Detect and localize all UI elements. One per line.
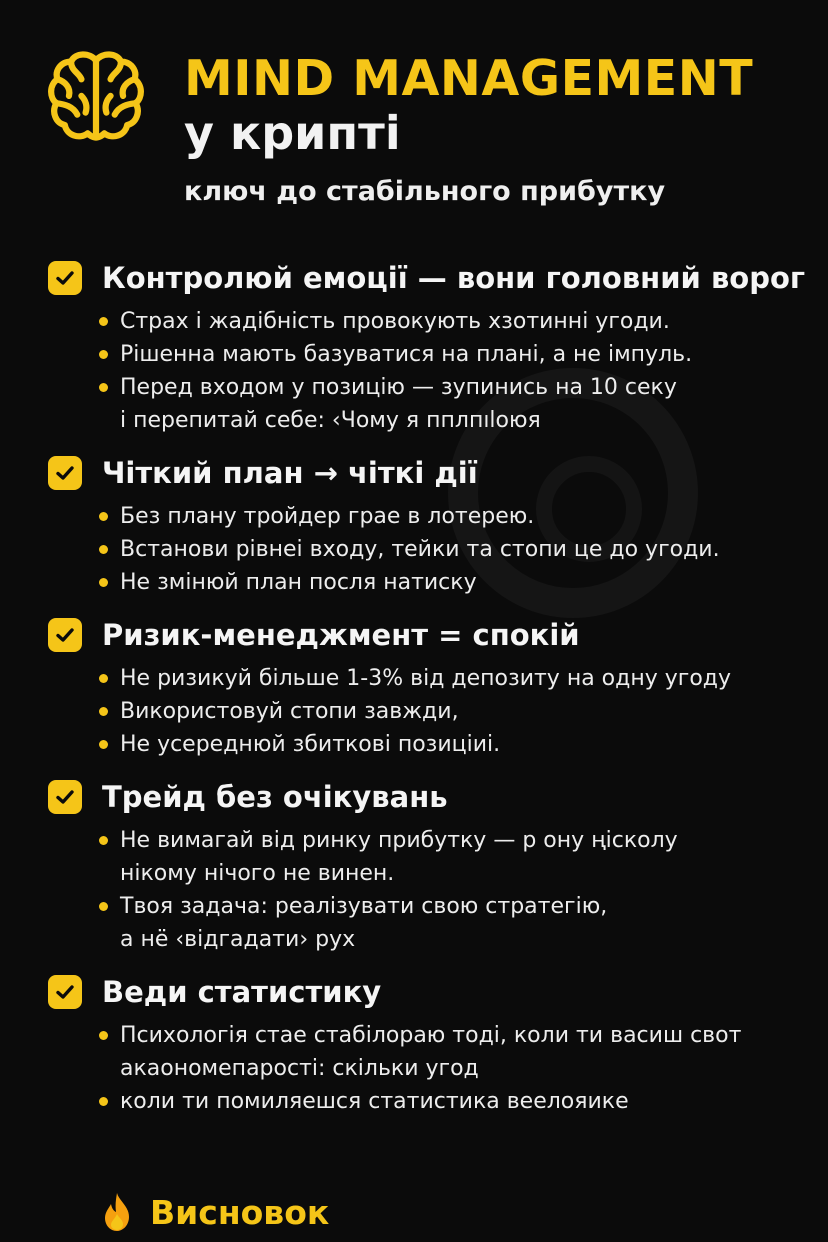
bullet-dot-icon	[99, 1097, 108, 1106]
bullet-dot-icon	[99, 578, 108, 587]
section-title: Чіткий план → чіткі дії	[102, 456, 478, 490]
checkmark-icon	[48, 618, 82, 652]
bullet-text: Психологія стае стабілораю тоді, коли ти васиш свот	[120, 1023, 742, 1048]
bullet-text: Встанови рівнеі входу, тейки та стопи це до угоди.	[120, 537, 720, 562]
page-title-line2: у крипті	[184, 106, 401, 160]
bullet-item	[96, 695, 808, 728]
bullet-list	[48, 500, 808, 599]
section-title: Ризик-менеджмент = спокій	[102, 618, 580, 652]
sections-list	[48, 255, 808, 1131]
bullet-dot-icon	[99, 836, 108, 845]
section	[48, 450, 808, 599]
bullet-item	[96, 662, 808, 695]
section	[48, 255, 808, 437]
bullet-dot-icon	[99, 902, 108, 911]
bullet-item	[96, 566, 808, 599]
checkmark-icon	[48, 456, 82, 490]
section	[48, 612, 808, 761]
bullet-text: Рішенна мають базуватися на плані, а не імпуль.	[120, 342, 693, 367]
section-heading	[48, 255, 808, 301]
bullet-dot-icon	[99, 317, 108, 326]
bullet-dot-icon	[99, 545, 108, 554]
header	[44, 44, 784, 224]
bullet-text: Використовуй стопи завжди,	[120, 699, 459, 724]
bullet-dot-icon	[99, 707, 108, 716]
section	[48, 774, 808, 956]
bullet-text: акаономепарості: скільки угод	[120, 1056, 479, 1081]
bullet-item	[96, 500, 808, 533]
bullet-text: Не ризикуй більше 1-3% від депозиту на одну угоду	[120, 666, 732, 691]
section-title: Веди статистику	[102, 975, 382, 1009]
bullet-list	[48, 662, 808, 761]
bullet-text: а нё ‹відгадати› рух	[120, 927, 356, 952]
section-title: Трейд без очікувань	[102, 780, 448, 814]
bullet-text: Не вимагай від ринку прибутку — р ону ңісколу	[120, 828, 678, 853]
bullet-text: Твоя задача: реалізувати свою стратегію,	[120, 894, 608, 919]
checkmark-icon	[48, 261, 82, 295]
checkmark-icon	[48, 975, 82, 1009]
conclusion-label: Висновок	[150, 1192, 330, 1232]
bullet-dot-icon	[99, 383, 108, 392]
page-subtitle: ключ до стабільного прибутку	[184, 176, 666, 207]
conclusion-heading	[100, 1192, 329, 1232]
section-heading	[48, 612, 808, 658]
bullet-dot-icon	[99, 350, 108, 359]
bullet-dot-icon	[99, 740, 108, 749]
section-heading	[48, 450, 808, 496]
bullet-item	[96, 824, 808, 890]
section-title: Контролюй емоції — вони головний ворог	[102, 261, 806, 295]
bullet-dot-icon	[99, 1031, 108, 1040]
bullet-text: Перед входом у позицію — зупинись на 10 секу	[120, 375, 677, 400]
page-title: MIND MANAGEMENT	[184, 50, 754, 107]
bullet-list	[48, 305, 808, 437]
bullet-list	[48, 824, 808, 956]
bullet-text: нікому нічого не винен.	[120, 861, 395, 886]
bullet-text: коли ти помиляешся статистика веелояике	[120, 1089, 629, 1114]
bullet-list	[48, 1019, 808, 1118]
checkmark-icon	[48, 780, 82, 814]
bullet-text: Страх і жадібність провокують хзотинні угоди.	[120, 309, 670, 334]
bullet-dot-icon	[99, 674, 108, 683]
flame-icon	[100, 1192, 134, 1232]
bullet-dot-icon	[99, 512, 108, 521]
bullet-item	[96, 1085, 808, 1118]
bullet-item	[96, 533, 808, 566]
bullet-item	[96, 1019, 808, 1085]
bullet-item	[96, 305, 808, 338]
bullet-item	[96, 338, 808, 371]
bullet-item	[96, 371, 808, 437]
bullet-item	[96, 890, 808, 956]
bullet-item	[96, 728, 808, 761]
bullet-text: Не усереднюй збиткові позиціиі.	[120, 732, 501, 757]
section-heading	[48, 969, 808, 1015]
bullet-text: Без плану тройдер грае в лотерею.	[120, 504, 535, 529]
bullet-text: Не змінюй план посля натиску	[120, 570, 477, 595]
brain-icon	[44, 46, 148, 150]
bullet-text: і перепитай себе: ‹Чому я пплпılоюя	[120, 408, 541, 433]
section	[48, 969, 808, 1118]
section-heading	[48, 774, 808, 820]
